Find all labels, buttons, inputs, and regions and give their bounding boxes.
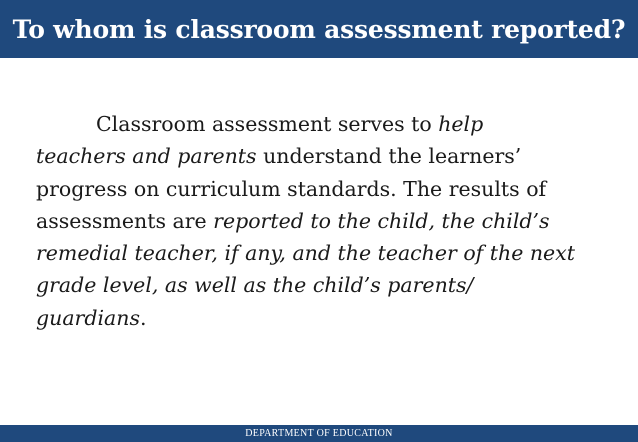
body-text-emphasis: grade level, as well as the child’s parents/ bbox=[36, 273, 474, 298]
body-text-segment: progress on curriculum standards. The results of bbox=[36, 176, 547, 201]
body-text-segment: . bbox=[139, 305, 147, 330]
body-line-1 bbox=[36, 108, 606, 140]
body-text-emphasis: reported to the child, the child’s bbox=[213, 208, 550, 233]
body-line-6 bbox=[36, 269, 606, 301]
body-line-7 bbox=[36, 302, 606, 334]
footer-label: DEPARTMENT OF EDUCATION bbox=[245, 428, 393, 439]
body-text-segment: assessments are bbox=[36, 208, 214, 233]
footer-bar bbox=[0, 425, 638, 442]
body-line-5 bbox=[36, 237, 606, 269]
body-text-emphasis: teachers and parents bbox=[36, 144, 257, 169]
title-bar bbox=[0, 0, 638, 58]
body-paragraph bbox=[36, 108, 606, 334]
body-text-segment: Classroom assessment serves to bbox=[96, 112, 439, 136]
slide-title: To whom is classroom assessment reported? bbox=[12, 14, 626, 44]
body-text-emphasis: help bbox=[438, 112, 484, 136]
body-text-emphasis: guardians bbox=[36, 305, 140, 330]
body-text-emphasis: remedial teacher, if any, and the teacher of the next bbox=[36, 241, 575, 266]
body-line-3 bbox=[36, 173, 606, 205]
body-line-2 bbox=[36, 140, 606, 172]
body-text-segment: understand the learners’ bbox=[256, 144, 522, 169]
body-line-4 bbox=[36, 205, 606, 237]
